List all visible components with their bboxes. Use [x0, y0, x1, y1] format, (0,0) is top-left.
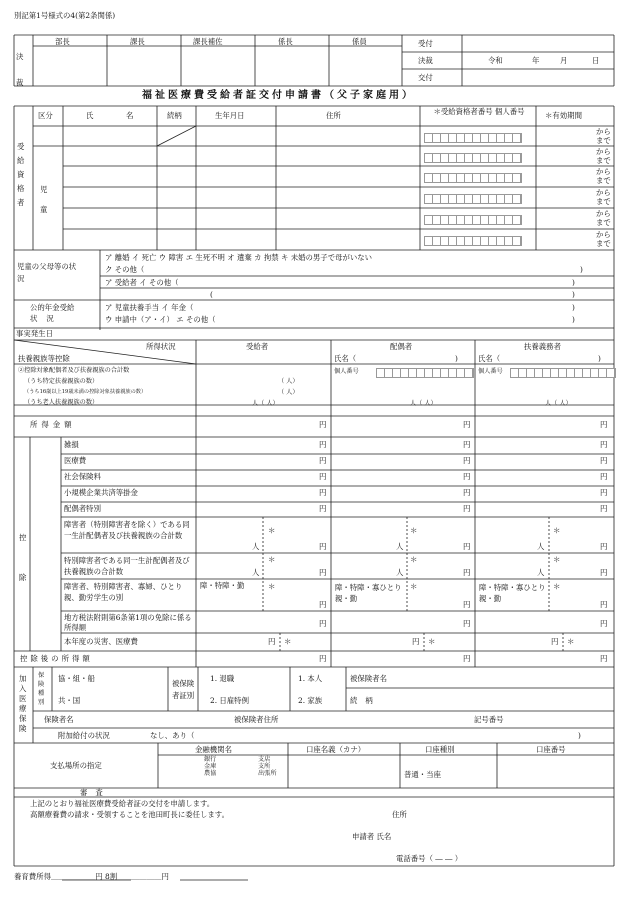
- insurance-side-label: 加入医療保険: [19, 674, 27, 733]
- spouse-number-boxes-cell: [417, 369, 425, 377]
- personal-number-boxes-cell: [481, 237, 489, 245]
- yen-mark: 円: [463, 488, 471, 497]
- nin-mark: 人: [537, 568, 545, 577]
- personal-number-boxes-cell: [513, 216, 521, 224]
- personal-number-boxes-cell: [513, 174, 521, 182]
- yen-mark: 円: [319, 488, 327, 497]
- personal-number-boxes-cell: [505, 195, 513, 203]
- declaration-2: 高額療養費の請求・受領することを池田町長に委任します。: [30, 810, 229, 819]
- hokensha-label: 保険者名: [44, 715, 74, 724]
- incident-label: 事実発生日: [16, 329, 53, 338]
- date-year: 年: [532, 56, 540, 65]
- col-shi: 氏: [86, 111, 94, 120]
- personal-number-boxes-cell: [505, 154, 513, 162]
- personal-number-boxes-cell: [513, 237, 521, 245]
- yen-mark: 円: [600, 542, 608, 551]
- personal-number-boxes-cell: [441, 154, 449, 162]
- period-kara: から: [596, 230, 611, 239]
- date-day: 日: [592, 56, 600, 65]
- applicant-name-label: 申請者 氏名: [352, 832, 392, 841]
- col-supporter: 扶養義務者: [524, 342, 561, 351]
- yen-mark: 円: [551, 637, 559, 646]
- ded-zasson: 雑損: [64, 440, 79, 449]
- col-kachou: 課長: [130, 37, 145, 46]
- personal-number-boxes-cell: [481, 154, 489, 162]
- yen-mark: 円: [600, 488, 608, 497]
- col-period: ＊有効期間: [545, 111, 582, 120]
- supporter-dep-count: 人（ 人）: [545, 400, 572, 407]
- yen-mark: 円: [600, 420, 608, 429]
- personal-number-boxes[interactable]: [424, 236, 522, 246]
- personal-number-boxes-cell: [497, 195, 505, 203]
- col-recipient: 受給者: [246, 342, 269, 351]
- personal-number-boxes-cell: [433, 174, 441, 182]
- recipient-dep-count: 人（ 人）: [252, 400, 279, 407]
- personal-number-boxes-cell: [473, 154, 481, 162]
- personal-number-boxes-cell: [441, 134, 449, 142]
- personal-number-boxes-cell: [465, 195, 473, 203]
- personal-number-boxes-cell: [481, 174, 489, 182]
- personal-number-boxes-cell: [457, 154, 465, 162]
- personal-number-boxes-cell: [513, 195, 521, 203]
- ins-kyou: 協・組・船: [58, 674, 95, 683]
- personal-number-boxes[interactable]: [424, 215, 522, 225]
- spouse-number-boxes-cell: [425, 369, 433, 377]
- col-address: 住所: [326, 111, 341, 120]
- yen-mark: 円: [412, 637, 420, 646]
- yen-mark: 円: [600, 600, 608, 609]
- eligible-side-label: 受給資格者: [17, 142, 25, 207]
- personal-number-boxes-cell: [497, 174, 505, 182]
- personal-number-boxes-cell: [465, 154, 473, 162]
- col-kakarichou: 係長: [278, 37, 293, 46]
- personal-number-boxes-cell: [465, 174, 473, 182]
- personal-number-boxes-cell: [473, 195, 481, 203]
- personal-number-boxes-cell: [449, 195, 457, 203]
- yen-mark: 円: [319, 542, 327, 551]
- supporter-number-boxes-cell: [567, 369, 575, 377]
- nin-mark: 人: [252, 568, 260, 577]
- hoken-shubetsu-label: 保険種別: [38, 672, 45, 706]
- ded-kigyou: 小規模企業共済等掛金: [64, 488, 138, 497]
- income-diag-top: 所得状況: [146, 342, 176, 351]
- ded-tokubetsu: 特別障害者である同一生計配偶者及び扶養親族の合計数: [64, 556, 190, 576]
- period-kara: から: [596, 127, 611, 136]
- kigou-label: 記号番号: [474, 715, 504, 724]
- dep-total: ②控除対象配偶者及び扶養親族の合計数: [18, 367, 130, 374]
- yen-mark: 円: [463, 568, 471, 577]
- koufu-label: 交付: [418, 73, 433, 82]
- personal-number-boxes-cell: [457, 195, 465, 203]
- yen-mark: 円: [463, 456, 471, 465]
- supporter-number-boxes-cell: [511, 369, 519, 377]
- asterisk-mark: ＊: [410, 526, 418, 535]
- declaration-1: 上記のとおり福祉医療費受給者証の交付を申請します。: [30, 799, 215, 808]
- asterisk-mark: ＊: [553, 526, 561, 535]
- applicant-address-label: 住所: [392, 810, 407, 819]
- spouse-number-boxes-cell: [393, 369, 401, 377]
- nin-mark: 人: [537, 542, 545, 551]
- kafu-supporter-opt: 障・特障・寡ひとり親・勤: [479, 583, 546, 603]
- personal-number-boxes-cell: [433, 216, 441, 224]
- personal-number-boxes-cell: [513, 154, 521, 162]
- jidou-label: 児童: [40, 185, 48, 214]
- supporter-name-close: ): [598, 354, 601, 363]
- spouse-number-boxes-cell: [401, 369, 409, 377]
- pension-line-1: ア 児童扶養手当 イ 年金（: [105, 303, 194, 312]
- personal-number-boxes-cell: [481, 216, 489, 224]
- spouse-name-close: ): [455, 354, 458, 363]
- spouse-number-boxes-cell: [409, 369, 417, 377]
- nin-mark: 人: [252, 542, 260, 551]
- ins-tokurei: 2. 日雇特例: [210, 696, 249, 705]
- personal-number-boxes-cell: [497, 134, 505, 142]
- personal-number-boxes-cell: [425, 134, 433, 142]
- supporter-number-boxes-cell: [591, 369, 599, 377]
- yen-mark: 円: [463, 654, 471, 663]
- nin-mark: 人: [396, 542, 404, 551]
- hihoken-betsu-label: 被保険者証別: [172, 679, 195, 700]
- personal-number-boxes-cell: [505, 237, 513, 245]
- supporter-number-boxes[interactable]: [510, 368, 616, 378]
- bank-noukyou: 農協: [204, 770, 217, 777]
- status-line-3: ア 受給者 イ その他（: [105, 278, 179, 287]
- branch-shisho: 支所: [258, 763, 271, 770]
- spouse-dep-count: 人（ 人）: [410, 400, 437, 407]
- date-month: 月: [560, 56, 568, 65]
- personal-number-boxes-cell: [473, 216, 481, 224]
- spouse-kojin-label: 個人番号: [334, 368, 359, 375]
- personal-number-boxes-cell: [449, 134, 457, 142]
- fuka-value: なし、あり（: [150, 731, 195, 740]
- yen-mark: 円: [319, 600, 327, 609]
- col-bangou: 口座番号: [536, 745, 566, 754]
- fuka-close: ): [578, 731, 581, 740]
- col-buchou: 部長: [55, 37, 70, 46]
- personal-number-boxes-cell: [465, 216, 473, 224]
- personal-number-boxes-cell: [441, 195, 449, 203]
- personal-number-boxes-cell: [489, 154, 497, 162]
- spouse-number-boxes-cell: [377, 369, 385, 377]
- yen-mark: 円: [600, 654, 608, 663]
- ded-shogai: 障害者（特別障害者を除く）である同一生計配偶者及び扶養親族の合計数: [64, 520, 190, 540]
- personal-number-boxes-cell: [425, 154, 433, 162]
- col-number: ＊受給資格者番号 個人番号: [433, 107, 525, 116]
- personal-number-boxes-cell: [457, 216, 465, 224]
- supporter-number-boxes-cell: [551, 369, 559, 377]
- asterisk-mark: ＊: [284, 637, 292, 646]
- personal-number-boxes-cell: [425, 174, 433, 182]
- period-made: まで: [596, 239, 611, 248]
- yen-mark: 円: [319, 504, 327, 513]
- period-kara: から: [596, 147, 611, 156]
- kafu-recipient-opt: 障・特障・勤: [200, 581, 245, 590]
- supporter-number-boxes-cell: [527, 369, 535, 377]
- personal-number-boxes-cell: [489, 134, 497, 142]
- period-made: まで: [596, 136, 611, 145]
- personal-number-boxes-cell: [505, 134, 513, 142]
- personal-number-boxes-cell: [449, 216, 457, 224]
- personal-number-boxes-cell: [433, 195, 441, 203]
- footer-yoikuhi: 養育費所得＿＿＿＿＿＿円 8割＿＿＿＿＿＿円: [14, 872, 169, 881]
- personal-number-boxes[interactable]: [424, 173, 522, 183]
- period-made: まで: [596, 176, 611, 185]
- spouse-name: 氏名（: [334, 354, 357, 363]
- spouse-number-boxes[interactable]: [376, 368, 474, 378]
- date-era: 令和: [488, 56, 503, 65]
- personal-number-boxes-cell: [481, 195, 489, 203]
- yen-mark: 円: [268, 637, 276, 646]
- asterisk-mark: ＊: [428, 637, 436, 646]
- col-zokugara: 続柄: [167, 111, 182, 120]
- status-paren-3-open: (: [210, 290, 213, 299]
- asterisk-mark: ＊: [553, 555, 561, 564]
- hihoken-name-label: 被保険者名: [350, 674, 387, 683]
- personal-number-boxes-cell: [449, 154, 457, 162]
- spouse-number-boxes-cell: [457, 369, 465, 377]
- futsuu-touza: 普通・当座: [404, 770, 441, 779]
- personal-number-boxes[interactable]: [424, 194, 522, 204]
- col-spouse: 配偶者: [390, 342, 413, 351]
- period-made: まで: [596, 197, 611, 206]
- asterisk-mark: ＊: [553, 582, 561, 591]
- ded-shakai: 社会保険料: [64, 472, 101, 481]
- status-line-2: ク その他（: [105, 265, 145, 274]
- period-kara: から: [596, 188, 611, 197]
- yen-mark: 円: [600, 504, 608, 513]
- pension-label-1: 公的年金受給: [30, 303, 75, 312]
- col-kubun: 区分: [38, 111, 53, 120]
- col-birthday: 生年月日: [215, 111, 245, 120]
- pension-label-2: 状況: [30, 314, 63, 323]
- ins-zokugara-label: 続柄: [350, 696, 381, 705]
- spouse-number-boxes-cell: [385, 369, 393, 377]
- yen-mark: 円: [600, 456, 608, 465]
- supporter-number-boxes-cell: [519, 369, 527, 377]
- dep-16-19-count: （ 人）: [278, 389, 299, 396]
- kessai-row-label: 決裁: [418, 56, 433, 65]
- yen-mark: 円: [463, 420, 471, 429]
- dep-special: （うち特定扶養親族の数）: [24, 378, 99, 385]
- personal-number-boxes-cell: [465, 237, 473, 245]
- supporter-number-boxes-cell: [599, 369, 607, 377]
- status-paren-2: ): [572, 278, 575, 287]
- personal-number-boxes-cell: [425, 237, 433, 245]
- personal-number-boxes-cell: [425, 216, 433, 224]
- income-diag-bottom: 扶養親族等控除: [18, 354, 70, 363]
- personal-number-boxes-cell: [473, 174, 481, 182]
- personal-number-boxes-cell: [457, 134, 465, 142]
- personal-number-boxes-cell: [441, 216, 449, 224]
- ded-haigusha: 配偶者特別: [64, 504, 101, 513]
- kessai-label: 決裁: [16, 52, 24, 87]
- period-made: まで: [596, 156, 611, 165]
- yen-mark: 円: [463, 542, 471, 551]
- personal-number-boxes-cell: [505, 174, 513, 182]
- yen-mark: 円: [319, 619, 327, 628]
- yen-mark: 円: [463, 472, 471, 481]
- personal-number-boxes-cell: [513, 134, 521, 142]
- personal-number-boxes-cell: [489, 216, 497, 224]
- uketsuke-label: 受付: [418, 39, 433, 48]
- yen-mark: 円: [600, 568, 608, 577]
- pension-paren-2: ): [572, 315, 575, 324]
- dep-16-19: （うち16歳以上19歳未満の控除対象扶養親族の数）: [24, 389, 147, 395]
- dep-special-count: （ 人）: [278, 378, 299, 385]
- yen-mark: 円: [600, 619, 608, 628]
- personal-number-boxes-cell: [449, 174, 457, 182]
- bank-ginkou: 銀行: [204, 756, 217, 763]
- personal-number-boxes-cell: [457, 237, 465, 245]
- hihoken-jusho-label: 被保険者住所: [234, 715, 279, 724]
- col-meigi: 口座名義（カナ）: [306, 745, 366, 754]
- status-paren-1: ): [580, 265, 583, 274]
- yen-mark: 円: [319, 456, 327, 465]
- personal-number-boxes-cell: [465, 134, 473, 142]
- personal-number-boxes-cell: [441, 174, 449, 182]
- applicant-tel: 電話番号（ ― ― ）: [396, 854, 463, 863]
- asterisk-mark: ＊: [410, 555, 418, 564]
- personal-number-boxes-cell: [489, 174, 497, 182]
- status-line-1: ア 離婚 イ 死亡 ウ 障害 エ 生死不明 オ 遺棄 カ 拘禁 キ 未婚の男子で母がいない: [105, 253, 373, 262]
- asterisk-mark: ＊: [268, 582, 276, 591]
- status-label: 児童の父母等の状況: [17, 262, 77, 283]
- supporter-name: 氏名（: [478, 354, 501, 363]
- supporter-number-boxes-cell: [543, 369, 551, 377]
- col-kachou-hosa: 課長補佐: [193, 37, 223, 46]
- yen-mark: 円: [463, 504, 471, 513]
- payment-label: 支払場所の指定: [50, 761, 102, 770]
- kafu-spouse-opt: 障・特障・寡ひとり親・勤: [335, 583, 402, 603]
- personal-number-boxes-cell: [497, 237, 505, 245]
- yen-mark: 円: [319, 420, 327, 429]
- period-kara: から: [596, 167, 611, 176]
- personal-number-boxes[interactable]: [424, 153, 522, 163]
- yen-mark: 円: [319, 472, 327, 481]
- deduction-side-label: 控除: [19, 533, 27, 582]
- yen-mark: 円: [463, 619, 471, 628]
- ded-kafu: 障害者、特別障害者、寡婦、ひとり親、勤労学生の別: [64, 582, 183, 602]
- ded-saigai: 本年度の災害、医療費: [64, 637, 138, 646]
- personal-number-boxes[interactable]: [424, 133, 522, 143]
- yen-mark: 円: [319, 654, 327, 663]
- yen-mark: 円: [319, 440, 327, 449]
- personal-number-boxes-cell: [497, 154, 505, 162]
- supporter-number-boxes-cell: [535, 369, 543, 377]
- status-paren-3: ): [572, 290, 575, 299]
- yen-mark: 円: [463, 600, 471, 609]
- spouse-number-boxes-cell: [449, 369, 457, 377]
- asterisk-mark: ＊: [268, 555, 276, 564]
- ded-iryou: 医療費: [64, 456, 87, 465]
- form-title: 福祉医療費受給者証交付申請書（父子家庭用）: [142, 90, 415, 101]
- supporter-number-boxes-cell: [559, 369, 567, 377]
- col-shubetsu: 口座種別: [425, 745, 455, 754]
- personal-number-boxes-cell: [497, 216, 505, 224]
- personal-number-boxes-cell: [473, 237, 481, 245]
- col-mei: 名: [126, 111, 134, 120]
- supporter-number-boxes-cell: [583, 369, 591, 377]
- asterisk-mark: ＊: [567, 637, 575, 646]
- col-kikan: 金融機関名: [195, 745, 232, 754]
- yen-mark: 円: [600, 472, 608, 481]
- ins-kazoku: 2. 家族: [298, 696, 323, 705]
- branch-shucchou: 出張所: [258, 770, 277, 777]
- personal-number-boxes-cell: [489, 237, 497, 245]
- fuka-label: 附加給付の状況: [58, 731, 110, 740]
- yen-mark: 円: [319, 568, 327, 577]
- period-kara: から: [596, 209, 611, 218]
- ins-taishoku: 1. 退職: [210, 674, 235, 683]
- supporter-kojin-label: 個人番号: [478, 368, 503, 375]
- asterisk-mark: ＊: [410, 582, 418, 591]
- spouse-number-boxes-cell: [433, 369, 441, 377]
- personal-number-boxes-cell: [449, 237, 457, 245]
- personal-number-boxes-cell: [457, 174, 465, 182]
- ins-kyou2: 共・国: [58, 696, 81, 705]
- personal-number-boxes-cell: [505, 216, 513, 224]
- dep-elder: （うち老人扶養親族の数）: [24, 399, 99, 406]
- pension-paren-1: ): [572, 303, 575, 312]
- personal-number-boxes-cell: [473, 134, 481, 142]
- period-made: まで: [596, 218, 611, 227]
- personal-number-boxes-cell: [433, 154, 441, 162]
- yen-mark: 円: [463, 440, 471, 449]
- shotoku-label: 所得金額: [30, 420, 76, 429]
- form-number: 別記第1号様式の4(第2条関係): [14, 11, 116, 20]
- personal-number-boxes-cell: [425, 195, 433, 203]
- personal-number-boxes-cell: [441, 237, 449, 245]
- personal-number-boxes-cell: [481, 134, 489, 142]
- supporter-number-boxes-cell: [607, 369, 615, 377]
- ded-chihou: 地方税法附則第6条第1項の免除に係る所得額: [64, 613, 192, 632]
- personal-number-boxes-cell: [433, 134, 441, 142]
- personal-number-boxes-cell: [433, 237, 441, 245]
- ins-honnin: 1. 本人: [298, 674, 323, 683]
- asterisk-mark: ＊: [268, 526, 276, 535]
- after-label: 控除後の所得額: [20, 654, 93, 663]
- pension-line-2: ウ 申請中（ア・イ） エ その他（: [105, 315, 216, 324]
- col-kakariin: 係員: [352, 37, 367, 46]
- spouse-number-boxes-cell: [465, 369, 473, 377]
- personal-number-boxes-cell: [489, 195, 497, 203]
- supporter-number-boxes-cell: [575, 369, 583, 377]
- branch-shiten: 支店: [258, 756, 271, 763]
- yen-mark: 円: [600, 440, 608, 449]
- spouse-number-boxes-cell: [441, 369, 449, 377]
- shinsa-label: 審査: [80, 788, 111, 797]
- nin-mark: 人: [396, 568, 404, 577]
- bank-kinko: 金庫: [204, 763, 217, 770]
